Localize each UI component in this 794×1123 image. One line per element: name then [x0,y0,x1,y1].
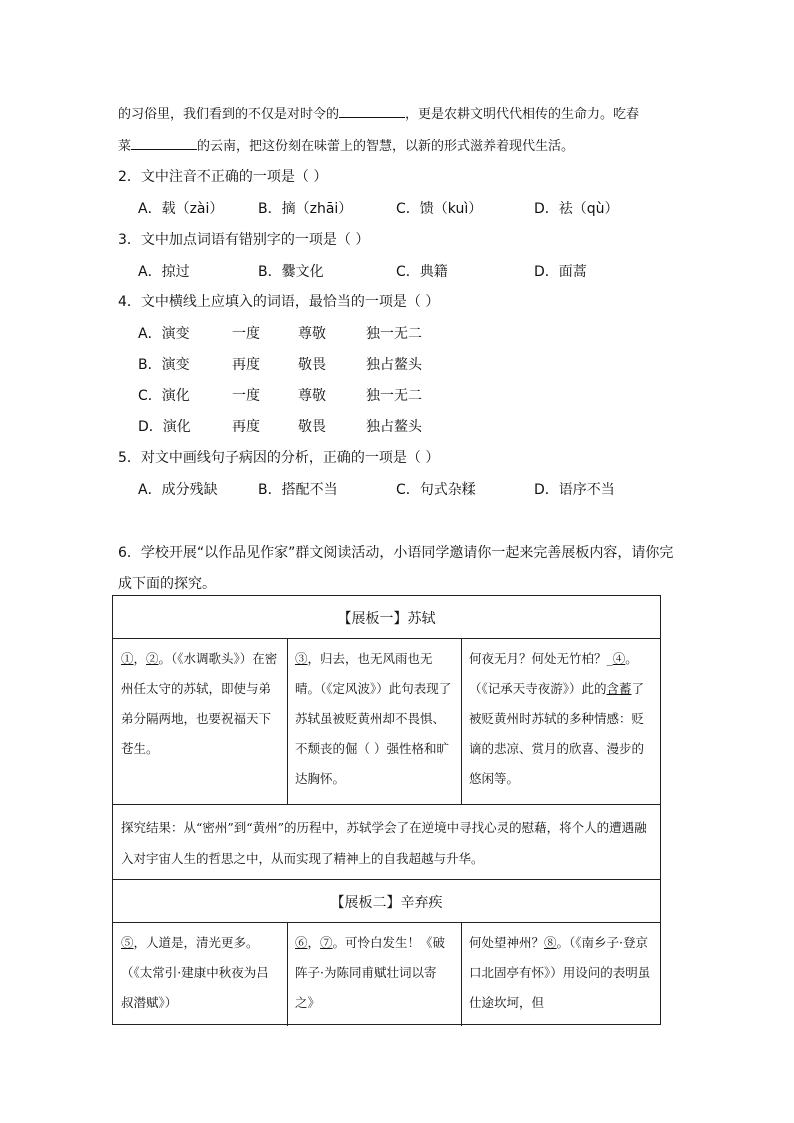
passage-line-2 [118,135,574,154]
blank-5: ⑤ [121,935,134,950]
option-cell: 尊敬 [298,388,326,404]
passage-text: ，更是农耕文明代代相传的生命力。吃春 [405,107,640,122]
question-3-stem: 3．文中加点词语有错别字的一项是（ ） [118,232,370,248]
exhibit-table [112,595,661,1025]
option-cell: D．演化 [138,419,191,435]
cell-text: ， [307,935,321,950]
question-5-stem: 5．对文中画线句子病因的分析，正确的一项是（ ） [118,450,440,466]
cell-text: ， [133,651,147,666]
board-2-title: 【展板二】辛弃疾 [330,895,443,911]
option-cell: A．演变 [138,326,190,342]
option-cell: C．演化 [138,388,190,404]
blank-2: ② [146,651,159,666]
board-1-title: 【展板一】苏轼 [337,611,436,627]
option-c: C．句式杂糅 [396,482,476,498]
question-4-stem: 4．文中横线上应填入的词语，最恰当的一项是（ ） [118,294,440,310]
board-2-cell-2 [295,928,455,1018]
option-cell: 一度 [232,326,260,342]
question-6-stem-line-1: 6．学校开展“以作品见作家”群文阅读活动，小语同学邀请你一起来完善展板内容，请你完 [118,545,674,561]
option-cell: 独一无二 [366,388,422,404]
question-6-stem-line-2: 成下面的探究。 [118,576,216,592]
blank-6: ⑥ [295,935,308,950]
option-b: B．搭配不当 [258,482,338,498]
option-a: A．成分残缺 [138,482,218,498]
option-cell: 敬畏 [298,357,326,373]
option-cell: 再度 [232,357,260,373]
option-a: A．载（zài） [138,201,224,217]
cell-text: 。可怜白发生！《破阵子·为陈同甫赋壮词以寄之》 [295,935,446,1010]
option-c: C．馈（kuì） [396,201,483,217]
board-2-cell-3 [469,928,655,1018]
board-1-cell-3 [469,644,655,794]
board-1-cell-1 [121,644,281,764]
blank-1: ① [121,651,134,666]
option-cell: 独一无二 [366,326,422,342]
board-1-result: 探究结果：从“密州”到“黄州”的历程中，苏轼学会了在逆境中寻找心灵的慰藉，将个人的遭遇融入对宇宙人生的哲思之中，从而实现了精神上的自我超越与升华。 [121,820,647,866]
cell-text: 何夜无月？何处无竹柏？_ [469,651,613,666]
blank-8: ⑧ [544,935,557,950]
option-cell: 独占鳌头 [366,419,422,435]
option-cell: 敬畏 [298,419,326,435]
board-1-cell-2 [295,644,455,794]
question-2-stem: 2．文中注音不正确的一项是（ ） [118,169,328,185]
option-b: B．爨文化 [258,264,324,280]
cell-text: 。（《记承天寺夜游》）此的 [469,651,638,696]
underlined-word: 含蓄 [606,681,632,696]
blank-4: ④ [612,651,626,666]
option-d: D．祛（qù） [534,201,619,217]
passage-text: 的云南，把这份刻在味蕾上的智慧，以新的形式滋养着现代生活。 [197,139,575,154]
option-a: A．掠过 [138,264,190,280]
option-c: C．典籍 [396,264,448,280]
cell-text: 。（《水调歌头》）在密州任太守的苏轼，即使与弟弟分隔两地，也要祝福天下苍生。 [121,651,278,756]
answer-blank [339,105,405,118]
option-cell: 尊敬 [298,326,326,342]
cell-text: 。（《南乡子·登京口北固亭有怀》）用设问的表明虽仕途坎坷，但 [469,935,651,1010]
passage-text: 菜 [118,139,132,154]
option-cell: 再度 [232,419,260,435]
option-b: B．摘（zhāi） [258,201,353,217]
blank-3: ③ [295,651,308,666]
blank-7: ⑦ [320,935,333,950]
answer-blank [131,137,197,150]
passage-line-1 [118,103,639,122]
cell-text: ，归去，也无风雨也无晴。（《定风波》）此句表现了苏轼虽被贬黄州却不畏惧、不颓丧的倔（ ）强性格和旷达胸怀。 [295,651,452,786]
option-cell: 独占鳌头 [366,357,422,373]
cell-text: 何处望神州？ [469,935,545,950]
option-d: D．语序不当 [534,482,615,498]
board-2-cell-1 [121,928,281,1018]
option-cell: 一度 [232,388,260,404]
option-d: D．面蒿 [534,264,587,280]
cell-text: 了被贬黄州时苏轼的多种情感：贬谪的悲凉、赏月的欣喜、漫步的悠闲等。 [469,681,645,786]
option-cell: B．演变 [138,357,190,373]
passage-text: 的习俗里，我们看到的不仅是对时令的 [118,107,340,122]
cell-text: ，人道是，清光更多。（《太常引·建康中秋夜为吕叔潜赋》） [121,935,269,1010]
